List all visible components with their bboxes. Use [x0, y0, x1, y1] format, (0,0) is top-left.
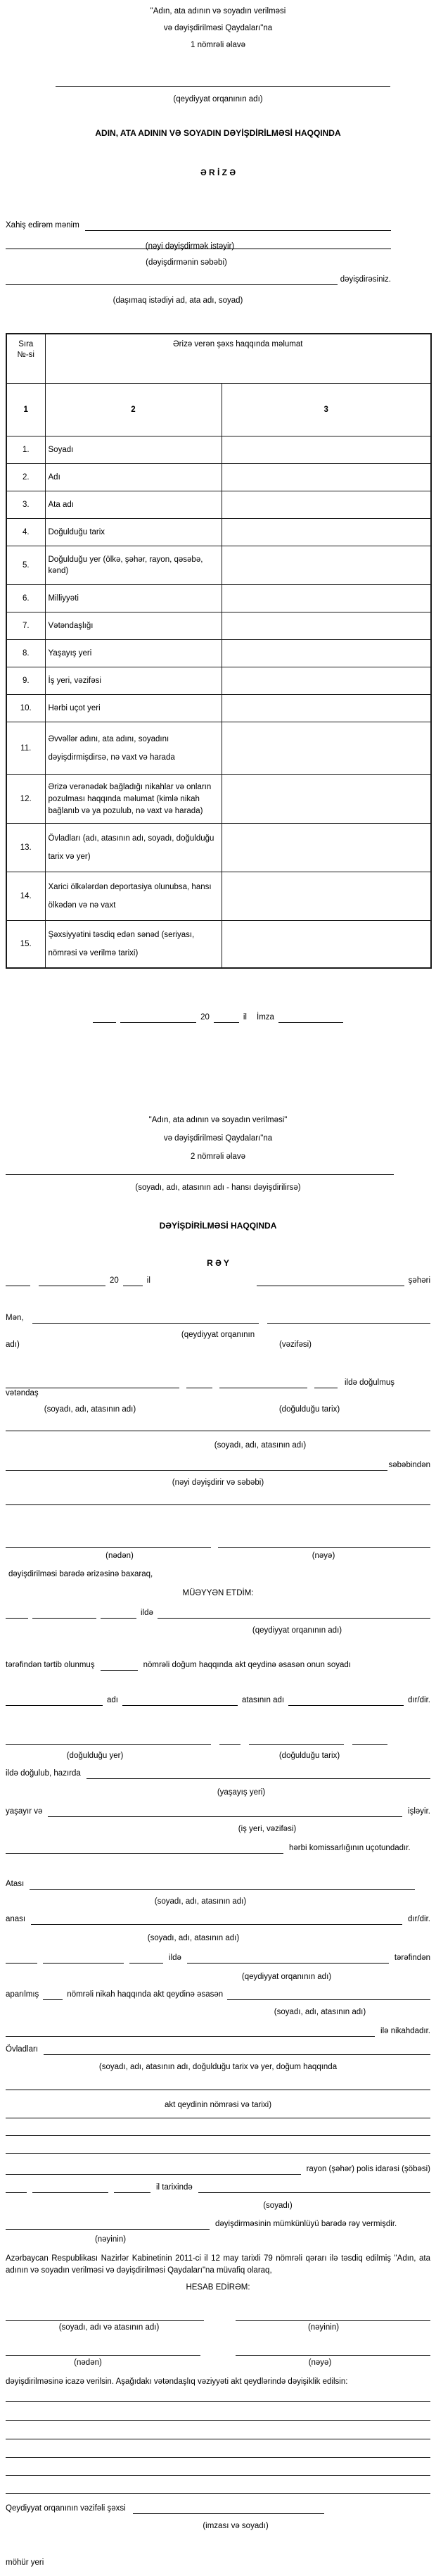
- row-value: [222, 464, 431, 491]
- legal-reference-paragraph: Azərbaycan Respublikası Nazirlər Kabinetinin 2011-ci il 12 may tarixli 79 nömrəli qərarı ilə təsdiq edilmiş "Adın, ata adının və soyadın verilməsi və dəyişdirilməsi Qaydaları"na müvafiq olaraq,: [6, 2254, 430, 2275]
- fio-caption: (soyadı, adı, atasının adı): [154, 1897, 247, 1906]
- blank-field: [32, 1314, 259, 1324]
- row-value: [222, 667, 431, 695]
- row-label: Doğulduğu yer (ölkə, şəhər, rayon, qəsəbə, kənd): [45, 546, 222, 585]
- row-number: 12.: [6, 775, 45, 824]
- blank-field: [186, 1378, 212, 1388]
- column-header-sira-line1: Sıra: [18, 340, 34, 348]
- row-label: Əvvəllər adını, ata adını, soyadını dəyişdirmişdirsə, nə vaxt və harada: [45, 722, 222, 775]
- blank-field: [32, 2183, 108, 2193]
- request-line: [6, 220, 391, 231]
- military-suffix: hərbi komissarlığının uçotundadır.: [289, 1844, 411, 1852]
- residence-caption: (yaşayış yeri): [217, 1788, 266, 1797]
- table-row: [6, 546, 431, 585]
- blank-field: [6, 275, 338, 285]
- row-value: [222, 775, 431, 824]
- blank-field: [31, 1915, 402, 1925]
- blank-field: [86, 1769, 430, 1779]
- birthdate-caption: (doğulduğu tarix): [278, 1405, 340, 1414]
- residence-line: [6, 1768, 430, 1779]
- blank-field: [227, 1990, 430, 2000]
- date-signature-line: [6, 1012, 430, 1023]
- row-label: Övladları (adı, atasının adı, soyadı, doğulduğu tarix və yer): [45, 824, 222, 872]
- blank-field: [158, 1609, 430, 1619]
- consider-heading: HESAB EDİRƏM:: [186, 2283, 250, 2292]
- row-value: [222, 722, 431, 775]
- registry-org-caption: (qeydiyyat orqanının adı): [173, 95, 263, 103]
- table-body: [6, 436, 431, 969]
- blank-field: [122, 1696, 238, 1706]
- blank-field: [6, 1735, 211, 1745]
- column-header-sira-line2: №-si: [17, 351, 34, 359]
- blank-field: [219, 1735, 241, 1745]
- name-fields-line: [6, 1695, 430, 1706]
- blank-field: [6, 1609, 28, 1619]
- blank-field: [6, 2165, 301, 2175]
- appendix2-header: [0, 1111, 436, 1166]
- row-value: [222, 519, 431, 546]
- what-reason-caption: (nəyi dəyişdirir və səbəbi): [172, 1478, 264, 1487]
- whose-caption: (nəyinin): [307, 2323, 340, 2332]
- fio-caption: (soyadı, adı, atasının adı): [44, 1405, 136, 1414]
- blank-field: [43, 1990, 63, 2000]
- fio-caption: (soyadı, adı, atasının adı): [147, 1934, 240, 1942]
- to-caption: (nəyə): [312, 1552, 335, 1560]
- il-tarixinde-label: il tarixində: [156, 2183, 193, 2192]
- decision-from-to-lines: [6, 2346, 430, 2356]
- from-caption: (nədən): [105, 1552, 134, 1560]
- ilde-label: ildə: [169, 1954, 181, 1962]
- row-value: [222, 436, 431, 464]
- workplace-line: [6, 1807, 430, 1817]
- table-row: [6, 436, 431, 464]
- table-row: [6, 640, 431, 667]
- decision-name-lines: [6, 2311, 430, 2321]
- row-label: Ata adı: [45, 491, 222, 519]
- father-line: [6, 1879, 415, 1890]
- row-label: Soyadı: [45, 436, 222, 464]
- blank-field: [6, 1378, 179, 1388]
- blank-line: [6, 2135, 430, 2136]
- adi-label: adı: [107, 1696, 118, 1704]
- blank-field: [288, 1696, 404, 1706]
- table-row: [6, 921, 431, 969]
- blank-field: [129, 1954, 163, 1964]
- appendix2-header-line3: 2 nömrəli əlavə: [191, 1152, 245, 1161]
- police-suffix: rayon (şəhər) polis idarəsi (şöbəsi): [306, 2165, 430, 2173]
- date-city-line: [6, 1276, 430, 1286]
- blank-field: [6, 2027, 375, 2037]
- column-header-sira: [6, 334, 45, 384]
- seal-place-label: möhür yeri: [6, 2558, 44, 2567]
- row-label: Vətəndaşlığı: [45, 612, 222, 640]
- blank-field: [187, 1954, 389, 1964]
- changed-which-caption: (soyadı, adı, atasının adı - hansı dəyişdirilirsə): [135, 1183, 301, 1192]
- birth-act-line: [6, 1660, 430, 1671]
- blank-field: [214, 1013, 239, 1023]
- blank-field: [123, 1276, 143, 1286]
- application-subtitle: Ə R İ Z Ə: [200, 168, 236, 177]
- blank-field: [236, 2346, 430, 2356]
- dir-suffix: dır/dir.: [408, 1696, 431, 1704]
- registry-caption: (qeydiyyat orqanının adı): [252, 1626, 342, 1635]
- appendix2-header-line2: və dəyişdirilməsi Qaydaları"na: [163, 1134, 273, 1143]
- birth-act-prefix: tərəfindən tərtib olunmuş: [6, 1661, 95, 1669]
- mother-label: anası: [6, 1915, 26, 1923]
- fio-caption: (soyadı, adı, atasının adı): [274, 2008, 366, 2016]
- table-row: [6, 519, 431, 546]
- row-value: [222, 824, 431, 872]
- blank-field: [101, 1661, 138, 1671]
- children-caption-2: akt qeydinin nömrəsi və tarixi): [164, 2101, 272, 2109]
- row-number: 2.: [6, 464, 45, 491]
- blank-field: [101, 1609, 136, 1619]
- father-label: Atası: [6, 1880, 25, 1888]
- ilde-label: ildə: [141, 1609, 153, 1617]
- official-prefix: Qeydiyyat orqanının vəzifəli şəxsi: [6, 2504, 126, 2513]
- blank-line: [6, 2153, 430, 2154]
- city-label: şəhəri: [408, 1276, 430, 1285]
- row-label: Hərbi uçot yeri: [45, 695, 222, 722]
- blank-line: [6, 2420, 430, 2421]
- row-number: 10.: [6, 695, 45, 722]
- born-suffix: ildə doğulmuş: [345, 1378, 395, 1387]
- blank-line: [6, 2475, 430, 2476]
- blank-field: [93, 1013, 116, 1023]
- birthdate-caption: (doğulduğu tarix): [278, 1752, 340, 1760]
- blank-field: [120, 1013, 196, 1023]
- blank-line: [6, 2401, 430, 2402]
- opinion-subtitle: R Ə Y: [207, 1258, 229, 1268]
- appendix1-header-line1: "Adın, ata adının və soyadın verilməsi: [150, 7, 286, 15]
- row-number: 1.: [6, 436, 45, 464]
- workplace-caption: (iş yeri, vəzifəsi): [238, 1825, 297, 1833]
- blank-field: [198, 2183, 430, 2193]
- blank-line: [6, 2493, 430, 2494]
- military-line: [6, 1843, 430, 1854]
- row-number: 6.: [6, 585, 45, 612]
- request-prefix: Xahiş edirəm mənim: [6, 221, 79, 230]
- year-prefix: 20: [110, 1276, 119, 1285]
- blank-field: [32, 1609, 96, 1619]
- registry-org-blank-line: [56, 86, 390, 87]
- year-prefix: 20: [200, 1013, 210, 1022]
- blank-field: [352, 1735, 387, 1745]
- column-header-info: Ərizə verən şəxs haqqında məlumat: [45, 334, 431, 384]
- application-title: ADIN, ATA ADININ VƏ SOYADIN DƏYİŞDİRİLMƏSİ HAQQINDA: [95, 128, 341, 138]
- from-caption: (nədən): [74, 2358, 102, 2367]
- blank-line: [6, 1504, 430, 1505]
- desired-name-line: [6, 275, 391, 285]
- blank-field: [267, 1314, 430, 1324]
- appendix1-header: [0, 3, 436, 54]
- registry-caption-wrap1: (qeydiyyat orqanının: [181, 1331, 255, 1339]
- blank-line: [6, 1174, 394, 1175]
- blank-field: [114, 2183, 150, 2193]
- year-suffix: il: [243, 1013, 247, 1022]
- terefinden-suffix: tərəfindən: [394, 1954, 430, 1962]
- children-line: [6, 2044, 430, 2055]
- marriage-prefix: aparılmış: [6, 1990, 39, 1999]
- change-target-caption: (nəyi dəyişdirmək istəyir): [145, 242, 235, 251]
- surname-caption: (soyadı): [263, 2201, 293, 2210]
- birth-registry-line: [6, 1608, 430, 1619]
- lives-prefix: yaşayır və: [6, 1807, 43, 1816]
- row-label: Yaşayış yeri: [45, 640, 222, 667]
- year-suffix: il: [146, 1276, 150, 1285]
- dir-suffix: dır/dir.: [408, 1915, 430, 1923]
- opinion-suffix: dəyişdirməsinin mümkünlüyü barədə rəy vermişdir.: [215, 2220, 397, 2228]
- blank-field: [314, 1378, 338, 1388]
- blank-field: [6, 1276, 30, 1286]
- change-suffix: dəyişdirəsiniz.: [340, 275, 391, 284]
- row-number: 13.: [6, 824, 45, 872]
- blank-field: [6, 2220, 210, 2230]
- blank-field: [6, 2311, 204, 2321]
- marriage-act-line: [6, 1990, 430, 2000]
- mother-line: [6, 1914, 430, 1925]
- works-suffix: işləyir.: [408, 1807, 430, 1816]
- birth-act-suffix: nömrəli doğum haqqında akt qeydinə əsasən onun soyadı: [143, 1661, 351, 1669]
- blank-field: [48, 1807, 402, 1817]
- opinion-title: DƏYİŞDİRİLMƏSİ HAQQINDA: [159, 1221, 277, 1231]
- blank-field: [219, 1378, 307, 1388]
- appendix2-header-line1: "Adın, ata adının və soyadın verilməsi": [148, 1116, 288, 1124]
- table-row: [6, 872, 431, 921]
- row-label: Xarici ölkələrdən deportasiya olunubsa, hansı ölkədən və nə vaxt: [45, 872, 222, 921]
- permit-text: dəyişdirilməsinə icazə verilsin. Aşağıdakı vətəndaşlıq vəziyyəti akt qeydlərində dəyişiklik edilsin:: [6, 2377, 348, 2386]
- children-caption-1: (soyadı, adı, atasının adı, doğulduğu tarix və yer, doğum haqqında: [98, 2063, 338, 2071]
- registry-caption: (qeydiyyat orqanının adı): [241, 1973, 332, 1981]
- children-label: Övladları: [6, 2045, 39, 2054]
- table-row: [6, 585, 431, 612]
- table-row: [6, 775, 431, 824]
- marriage-registry-line: [6, 1953, 430, 1964]
- row-label: Milliyyəti: [45, 585, 222, 612]
- reason-suffix: səbəbindən: [388, 1461, 430, 1469]
- table-row: [6, 722, 431, 775]
- table-row: [6, 612, 431, 640]
- row-value: [222, 612, 431, 640]
- citizen-label: vətəndaş: [6, 1389, 39, 1397]
- blank-field: [30, 1880, 415, 1890]
- citizen-born-line: [6, 1378, 430, 1388]
- birthplace-date-line: [6, 1735, 430, 1745]
- blank-field: [278, 1013, 343, 1023]
- blank-field: [44, 2045, 430, 2055]
- row-number: 7.: [6, 612, 45, 640]
- blank-field: [133, 2504, 324, 2514]
- married-to-suffix: ilə nikahdadır.: [380, 2027, 430, 2035]
- blank-line: [6, 2457, 430, 2458]
- table-row: [6, 491, 431, 519]
- patronymic-label: atasının adı: [241, 1696, 285, 1704]
- row-number: 5.: [6, 546, 45, 585]
- row-label: Ərizə verənədək bağladığı nikahlar və onların pozulması haqqında məlumat (kimlə nikah bağlanıb və ya pozulub, nə vaxt və harada): [45, 775, 222, 824]
- position-caption: (vəzifəsi): [278, 1340, 312, 1349]
- row-value: [222, 695, 431, 722]
- review-clause: dəyişdirilməsi barədə ərizəsinə baxaraq,: [8, 1570, 153, 1578]
- column-number-2: 2: [45, 384, 222, 436]
- row-number: 15.: [6, 921, 45, 969]
- blank-field: [6, 1538, 211, 1548]
- row-number: 8.: [6, 640, 45, 667]
- table-row: [6, 695, 431, 722]
- opinion-given-line: [6, 2219, 430, 2230]
- row-label: Şəxsiyyətini təsdiq edən sənəd (seriyası, nömrəsi və verilmə tarixi): [45, 921, 222, 969]
- fio-full-caption: (soyadı, adı və atasının adı): [58, 2323, 160, 2332]
- row-number: 11.: [6, 722, 45, 775]
- row-label: İş yeri, vəzifəsi: [45, 667, 222, 695]
- blank-field: [43, 1954, 124, 1964]
- row-value: [222, 491, 431, 519]
- police-line: [6, 2164, 430, 2175]
- table-row: [6, 667, 431, 695]
- appendix1-header-line3: 1 nömrəli əlavə: [191, 41, 245, 49]
- blank-field: [6, 2183, 27, 2193]
- row-number: 3.: [6, 491, 45, 519]
- row-value: [222, 921, 431, 969]
- blank-field: [6, 1844, 283, 1854]
- birthplace-caption: (doğulduğu yer): [66, 1752, 124, 1760]
- married-to-line: [6, 2026, 430, 2037]
- men-prefix: Mən,: [6, 1314, 24, 1322]
- blank-field: [6, 2346, 200, 2356]
- table-row: [6, 464, 431, 491]
- determined-heading: MÜƏYYƏN ETDİM:: [182, 1589, 254, 1597]
- applicant-info-table: [6, 333, 432, 969]
- blank-field: [6, 1461, 387, 1471]
- column-number-3: 3: [222, 384, 431, 436]
- blank-field: [85, 221, 391, 231]
- official-name-line: [6, 1313, 430, 1324]
- marriage-suffix: nömrəli nikah haqqında akt qeydinə əsasən: [67, 1990, 224, 1999]
- row-value: [222, 872, 431, 921]
- row-value: [222, 585, 431, 612]
- desired-name-caption: (daşımaq istədiyi ad, ata adı, soyad): [113, 296, 243, 305]
- registry-caption-wrap2: adı): [6, 1340, 20, 1349]
- row-value: [222, 546, 431, 585]
- blank-field: [218, 1538, 430, 1548]
- row-number: 9.: [6, 667, 45, 695]
- row-label: Doğulduğu tarix: [45, 519, 222, 546]
- blank-field: [249, 1735, 344, 1745]
- table-header-row: [6, 334, 431, 384]
- table-number-row: [6, 384, 431, 436]
- blank-field: [236, 2311, 430, 2321]
- signature-caption: (imzası və soyadı): [203, 2522, 269, 2530]
- blank-field: [39, 1276, 105, 1286]
- blank-field: [6, 1696, 103, 1706]
- blank-field: [6, 1954, 37, 1964]
- row-number: 4.: [6, 519, 45, 546]
- fio-caption: (soyadı, adı, atasının adı): [214, 1441, 307, 1450]
- born-now-prefix: ildə doğulub, hazırda: [6, 1769, 81, 1778]
- row-number: 14.: [6, 872, 45, 921]
- row-value: [222, 640, 431, 667]
- from-to-lines: [6, 1538, 430, 1548]
- blank-field: [257, 1276, 404, 1286]
- reason-line: [6, 1460, 430, 1471]
- row-label: Adı: [45, 464, 222, 491]
- change-reason-caption: (dəyişdirmənin səbəbi): [146, 258, 227, 267]
- police-date-line: [6, 2182, 430, 2193]
- to-caption: (nəyə): [308, 2358, 332, 2367]
- table-row: [6, 824, 431, 872]
- official-signature-line: [6, 2503, 430, 2514]
- whose-caption: (nəyinin): [94, 2235, 127, 2244]
- appendix1-header-line2: və dəyişdirilməsi Qaydaları"na: [163, 24, 273, 32]
- signature-label: İmza: [257, 1013, 274, 1022]
- column-number-1: 1: [6, 384, 45, 436]
